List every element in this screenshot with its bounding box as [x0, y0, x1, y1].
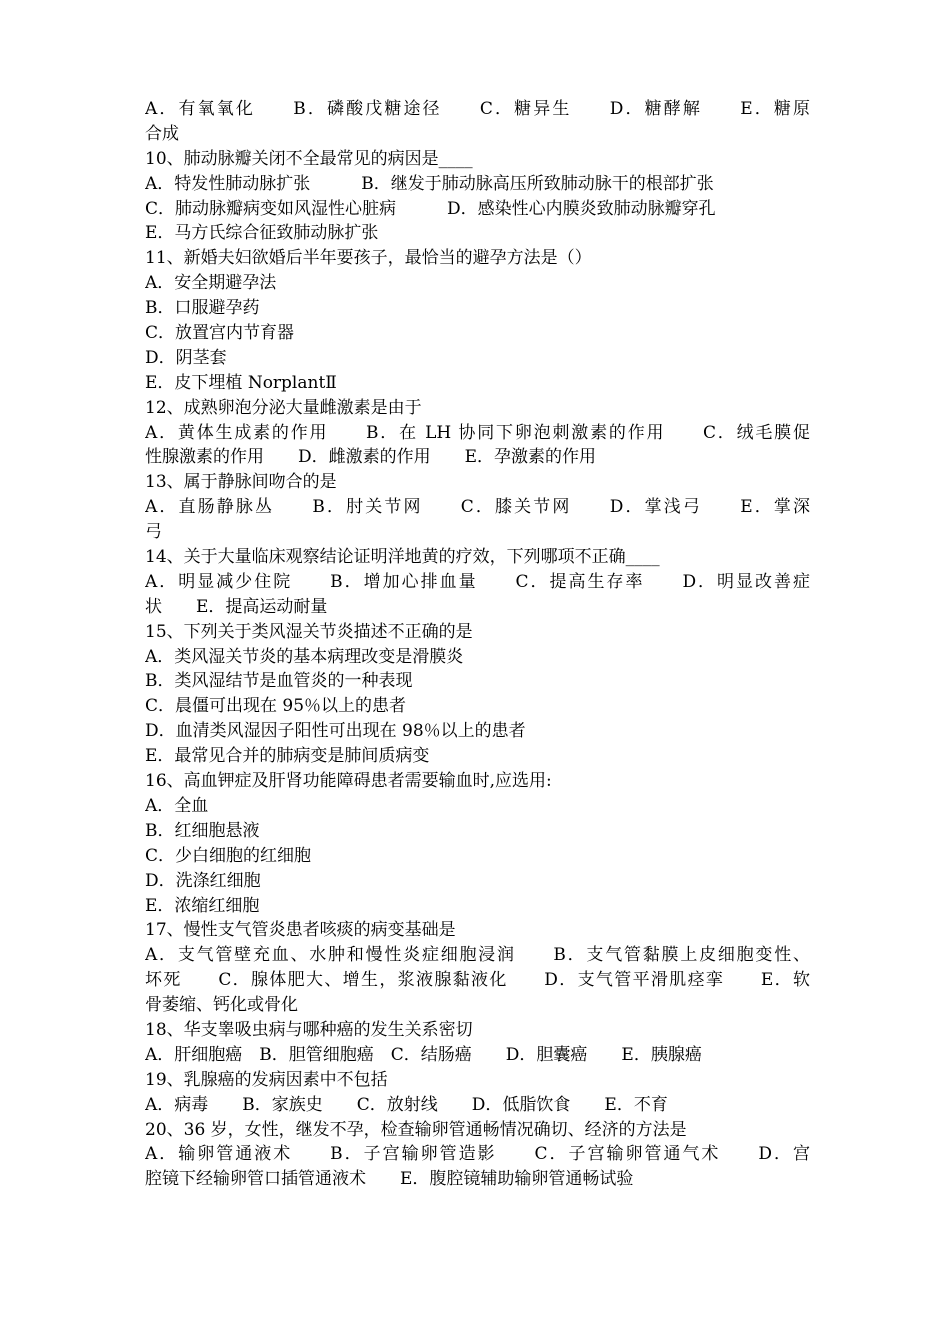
q20-stem: 20、36 岁，女性，继发不孕，检查输卵管通畅情况确切、经济的方法是 — [145, 1119, 687, 1140]
q10-option-cd: C．肺动脉瓣病变如风湿性心脏病 D．感染性心内膜炎致肺动脉瓣穿孔 — [145, 198, 716, 219]
q20-options-line-1: A．输卵管通液术 B．子宫输卵管造影 C．子宫输卵管通气术 D．宫 — [145, 1144, 810, 1165]
q10-stem: 10、肺动脉瓣关闭不全最常见的病因是____ — [145, 148, 473, 169]
q16-option-d: D．洗涤红细胞 — [145, 870, 261, 891]
q9-options-line-2: 合成 — [145, 123, 179, 144]
q9-options-line-1: A．有氧氧化 B．磷酸戊糖途径 C．糖异生 D．糖酵解 E．糖原 — [145, 99, 810, 119]
q11-stem: 11、新婚夫妇欲婚后半年要孩子，最恰当的避孕方法是（） — [145, 248, 592, 269]
q14-stem: 14、关于大量临床观察结论证明洋地黄的疗效，下列哪项不正确____ — [145, 547, 660, 568]
q11-option-e: E．皮下埋植 NorplantⅡ — [145, 372, 337, 393]
q16-option-e: E．浓缩红细胞 — [145, 895, 260, 916]
q14-options-line-1: A．明显减少住院 B．增加心排血量 C．提高生存率 D．明显改善症 — [145, 571, 810, 592]
q16-option-c: C．少白细胞的红细胞 — [145, 845, 312, 866]
q15-option-c: C．晨僵可出现在 95％以上的患者 — [145, 696, 407, 717]
q12-options-line-2: 性腺激素的作用 D．雌激素的作用 E．孕激素的作用 — [145, 447, 597, 468]
q18-stem: 18、华支睾吸虫病与哪种癌的发生关系密切 — [145, 1019, 473, 1040]
q13-options-line-1: A．直肠静脉丛 B．肘关节网 C．膝关节网 D．掌浅弓 E．掌深 — [145, 497, 810, 518]
q16-stem: 16、高血钾症及肝肾功能障碍患者需要输血时,应选用: — [145, 771, 552, 792]
q10-option-e: E．马方氏综合征致肺动脉扩张 — [145, 223, 379, 244]
q17-stem: 17、慢性支气管炎患者咳痰的病变基础是 — [145, 920, 456, 941]
q13-stem: 13、属于静脉间吻合的是 — [145, 472, 337, 493]
q11-option-c: C．放置宫内节育器 — [145, 323, 295, 344]
q16-option-b: B．红细胞悬液 — [145, 820, 260, 841]
q14-options-line-2: 状 E．提高运动耐量 — [145, 596, 328, 617]
q18-options: A．肝细胞癌 B．胆管细胞癌 C．结肠癌 D．胆囊癌 E．胰腺癌 — [145, 1044, 702, 1065]
q16-option-a: A．全血 — [145, 795, 209, 816]
q10-option-ab: A．特发性肺动脉扩张 B．继发于肺动脉高压所致肺动脉干的根部扩张 — [145, 173, 714, 194]
q11-option-b: B．口服避孕药 — [145, 298, 260, 319]
q12-options-line-1: A．黄体生成素的作用 B．在 LH 协同下卵泡刺激素的作用 C．绒毛膜促 — [145, 422, 810, 443]
q11-option-a: A．安全期避孕法 — [145, 273, 277, 294]
document-page — [145, 97, 810, 1192]
q20-options-line-2: 腔镜下经输卵管口插管通液术 E．腹腔镜辅助输卵管通畅试验 — [145, 1169, 634, 1190]
q11-option-d: D．阴茎套 — [145, 347, 227, 368]
q15-stem: 15、下列关于类风湿关节炎描述不正确的是 — [145, 621, 473, 642]
q13-options-line-2: 弓 — [145, 522, 162, 543]
q19-stem: 19、乳腺癌的发病因素中不包括 — [145, 1069, 388, 1090]
q15-option-b: B．类风湿结节是血管炎的一种表现 — [145, 671, 413, 692]
q19-options: A．病毒 B．家族史 C．放射线 D．低脂饮食 E．不育 — [145, 1094, 668, 1115]
q17-options-line-1: A．支气管壁充血、水肿和慢性炎症细胞浸润 B．支气管黏膜上皮细胞变性、 — [145, 945, 810, 966]
q17-options-line-2: 坏死 C．腺体肥大、增生，浆液腺黏液化 D．支气管平滑肌痉挛 E．软 — [145, 970, 810, 991]
q15-option-d: D．血清类风湿因子阳性可出现在 98％以上的患者 — [145, 721, 526, 742]
q12-stem: 12、成熟卵泡分泌大量雌激素是由于 — [145, 397, 422, 418]
q15-option-e: E．最常见合并的肺病变是肺间质病变 — [145, 746, 430, 767]
q17-options-line-3: 骨萎缩、钙化或骨化 — [145, 995, 298, 1016]
q15-option-a: A．类风湿关节炎的基本病理改变是滑膜炎 — [145, 646, 464, 667]
